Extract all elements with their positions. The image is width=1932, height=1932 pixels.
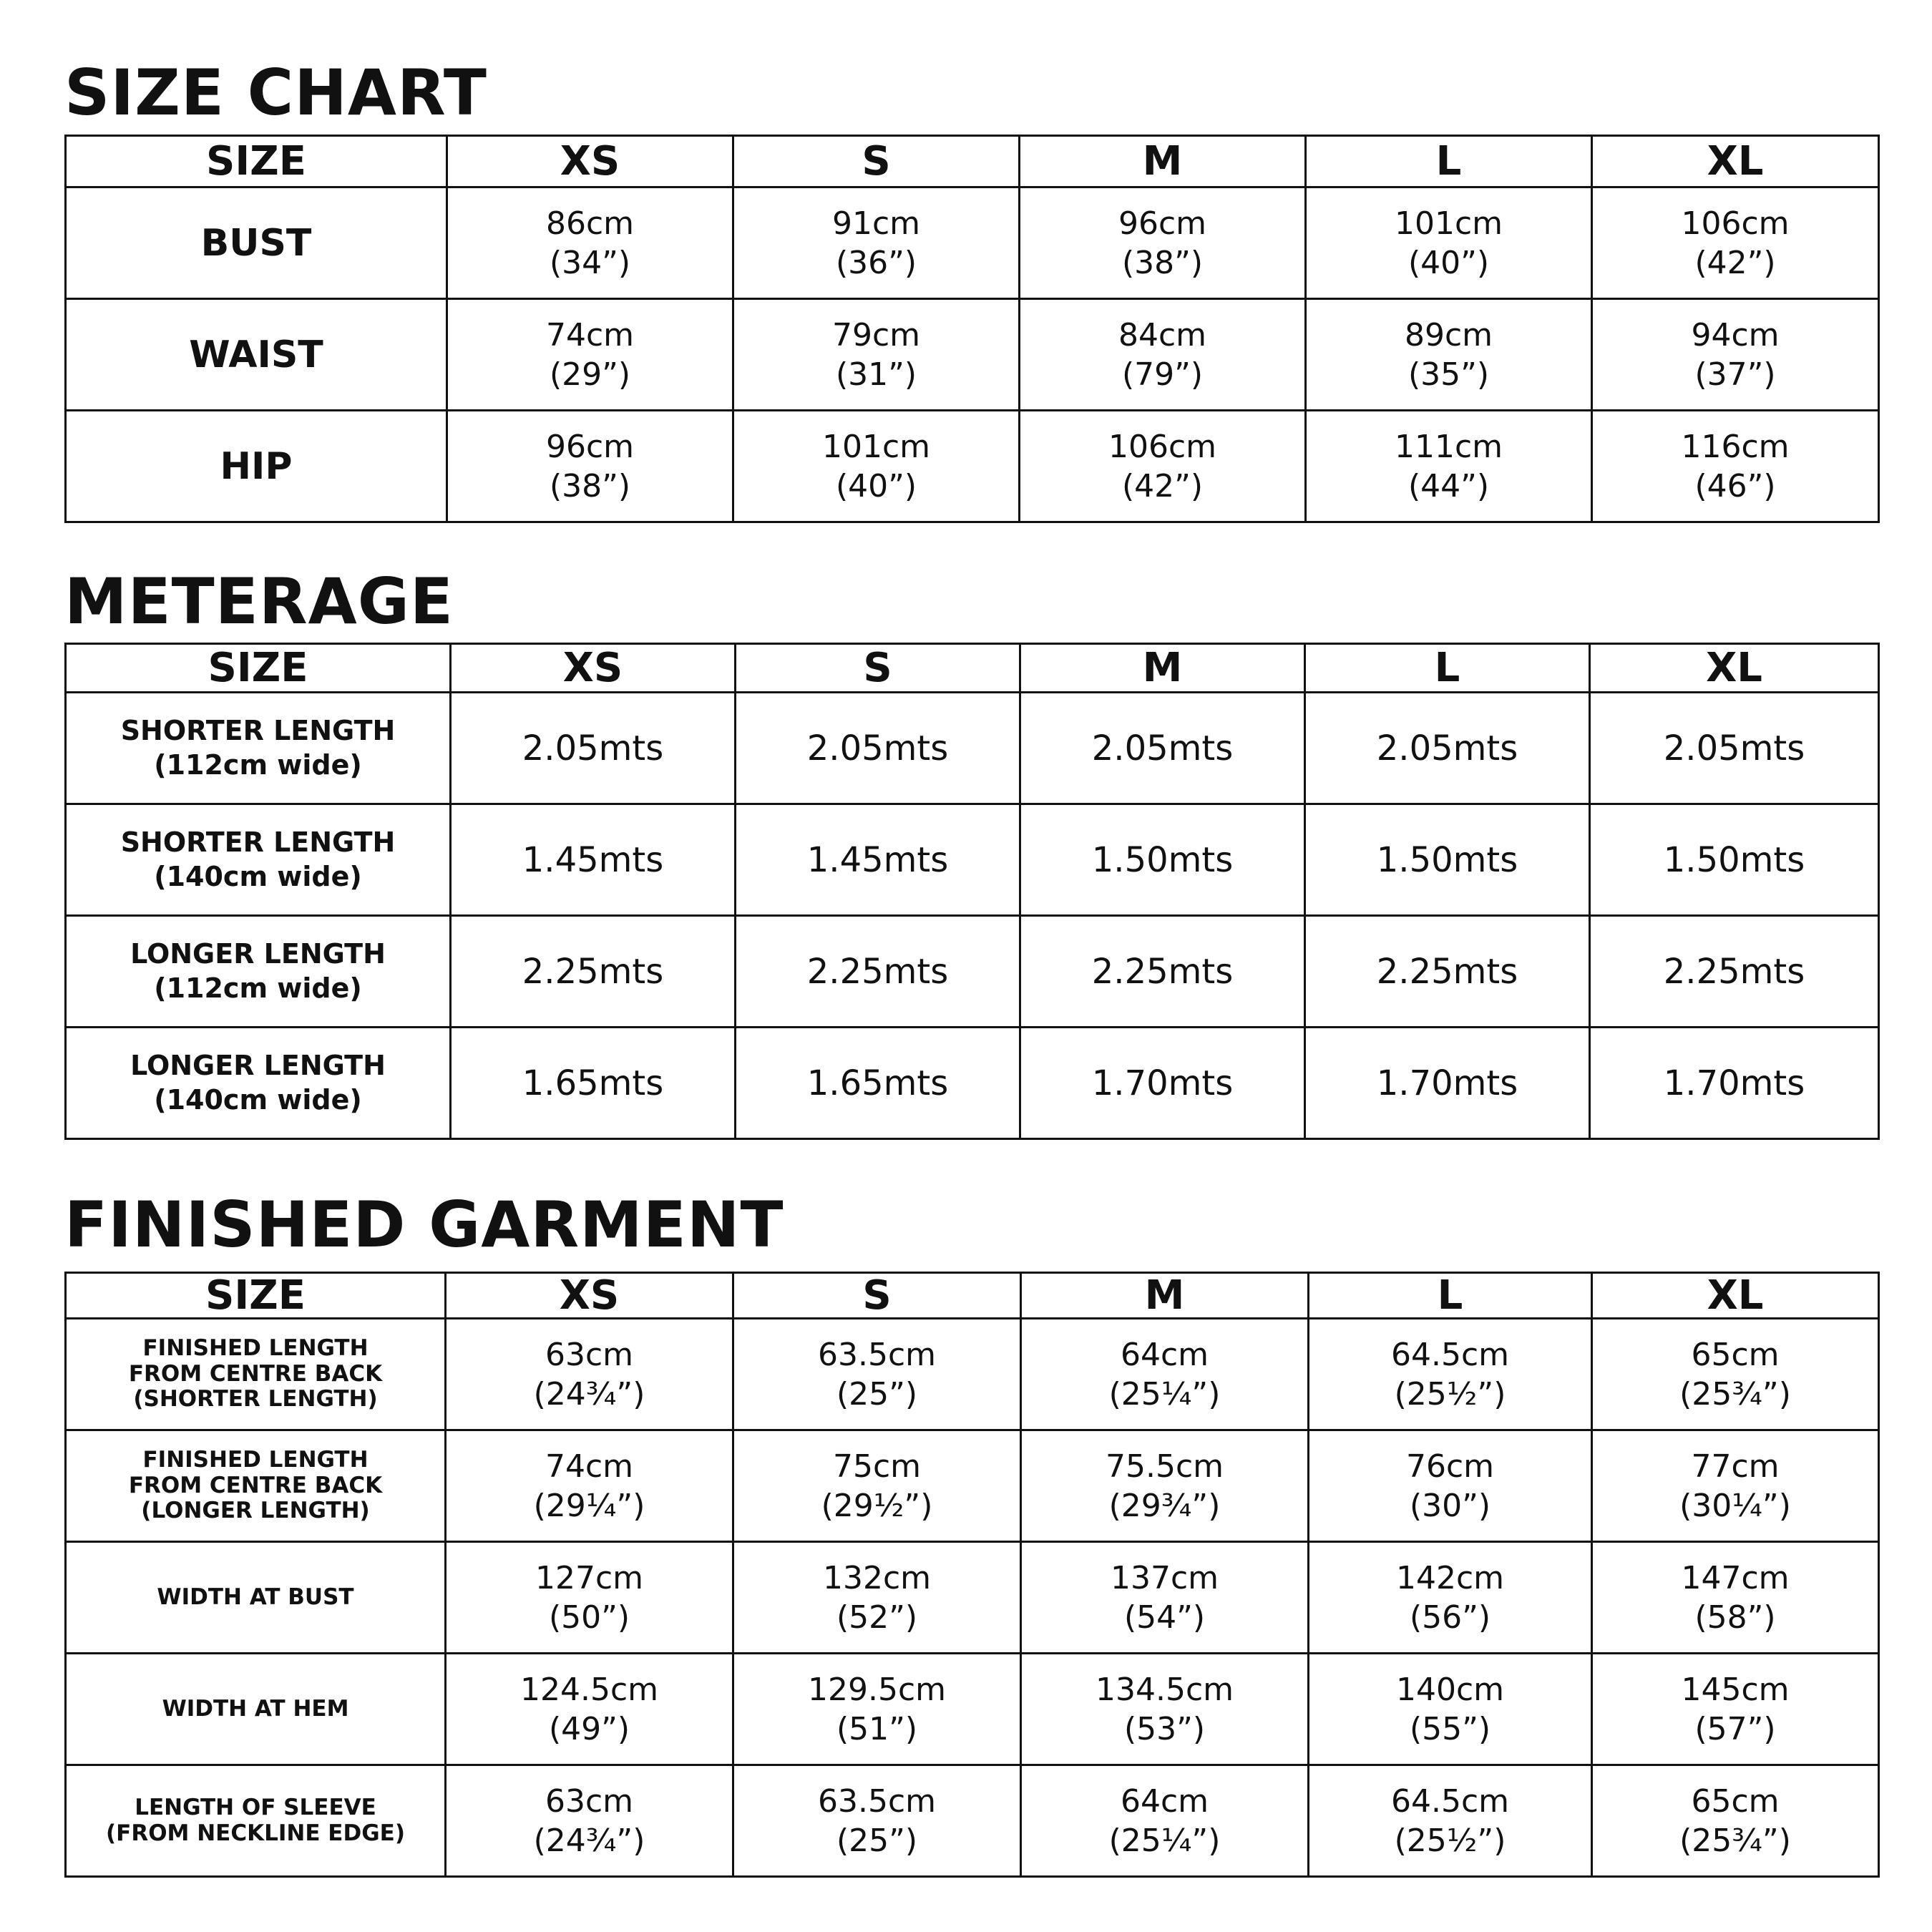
measurement-inches: (25¼”) bbox=[1108, 1375, 1221, 1413]
size-column-header-l: L bbox=[1309, 1273, 1592, 1319]
measurement-cell bbox=[446, 1430, 733, 1542]
measurement-inches: (29”) bbox=[549, 356, 631, 393]
measurement-inches: (30”) bbox=[1409, 1487, 1491, 1524]
measurement-cell bbox=[733, 1765, 1021, 1877]
measurement-value: 74cm bbox=[545, 316, 635, 353]
measurement-value: 2.05mts bbox=[1663, 728, 1805, 769]
measurement-cell bbox=[1021, 1765, 1309, 1877]
measurement-inches: (54”) bbox=[1123, 1599, 1206, 1636]
meterage-table bbox=[64, 643, 1880, 1140]
table-row bbox=[66, 411, 1879, 522]
measurement-cell bbox=[1592, 1765, 1879, 1877]
measurement-value: 1.50mts bbox=[1663, 839, 1805, 880]
row-label bbox=[66, 1430, 446, 1542]
measurement-cell bbox=[1306, 187, 1592, 299]
size-column-header-xl: XL bbox=[1590, 644, 1879, 693]
measurement-value: 86cm bbox=[545, 205, 635, 242]
measurement-value: 2.05mts bbox=[806, 728, 949, 769]
measurement-value: 76cm bbox=[1405, 1448, 1495, 1485]
row-label bbox=[66, 1542, 446, 1654]
measurement-value: 1.70mts bbox=[1376, 1063, 1518, 1103]
measurement-inches: (34”) bbox=[549, 244, 631, 281]
measurement-value: 84cm bbox=[1118, 316, 1207, 353]
header-row bbox=[66, 644, 1879, 693]
size-chart-title: SIZE CHART bbox=[64, 56, 487, 130]
size-column-header-s: S bbox=[733, 136, 1020, 187]
measurement-value: 2.25mts bbox=[1091, 951, 1234, 992]
measurement-inches: (50”) bbox=[548, 1599, 630, 1636]
table-row bbox=[66, 693, 1879, 804]
measurement-value: 132cm bbox=[822, 1559, 932, 1596]
measurement-value: 2.05mts bbox=[522, 728, 664, 769]
size-column-header-xs: XS bbox=[447, 136, 733, 187]
measurement-cell bbox=[1021, 1654, 1309, 1765]
measurement-inches: (25¾”) bbox=[1679, 1375, 1791, 1413]
row-label-line: SHORTER LENGTH bbox=[120, 715, 396, 746]
measurement-inches: (38”) bbox=[1121, 244, 1204, 281]
row-label bbox=[66, 1765, 446, 1877]
measurement-cell bbox=[1592, 1654, 1879, 1765]
measurement-cell bbox=[1592, 1319, 1879, 1430]
measurement-inches: (53”) bbox=[1123, 1710, 1206, 1747]
measurement-cell bbox=[1592, 1542, 1879, 1654]
measurement-value: 106cm bbox=[1108, 428, 1217, 465]
measurement-value: 96cm bbox=[545, 428, 635, 465]
measurement-inches: (25”) bbox=[836, 1822, 918, 1859]
measurement-cell bbox=[446, 1765, 733, 1877]
measurement-value: 63.5cm bbox=[817, 1782, 937, 1820]
measurement-value: 116cm bbox=[1681, 428, 1790, 465]
measurement-value: 140cm bbox=[1395, 1671, 1505, 1708]
meterage-title: METERAGE bbox=[64, 565, 454, 638]
measurement-cell bbox=[1306, 299, 1592, 411]
measurement-cell bbox=[1305, 804, 1590, 916]
measurement-value: 134.5cm bbox=[1095, 1671, 1234, 1708]
row-label-line: FINISHED LENGTH bbox=[142, 1335, 369, 1362]
header-row bbox=[66, 136, 1879, 187]
measurement-inches: (57”) bbox=[1694, 1710, 1776, 1747]
row-label-line: (FROM NECKLINE EDGE) bbox=[105, 1820, 405, 1846]
size-column-header-xl: XL bbox=[1592, 1273, 1879, 1319]
table-row bbox=[66, 916, 1879, 1028]
row-label-line: HIP bbox=[220, 444, 293, 488]
measurement-value: 1.45mts bbox=[806, 839, 949, 880]
measurement-value: 101cm bbox=[821, 428, 931, 465]
measurement-inches: (49”) bbox=[548, 1710, 630, 1747]
measurement-cell bbox=[1021, 1319, 1309, 1430]
size-column-header-m: M bbox=[1020, 644, 1305, 693]
measurement-value: 91cm bbox=[831, 205, 921, 242]
size-header-cell: SIZE bbox=[66, 1273, 446, 1319]
measurement-cell bbox=[1309, 1542, 1592, 1654]
measurement-cell bbox=[1590, 1028, 1879, 1139]
measurement-inches: (37”) bbox=[1694, 356, 1776, 393]
size-column-header-s: S bbox=[736, 644, 1020, 693]
measurement-inches: (30¼”) bbox=[1679, 1487, 1791, 1524]
measurement-value: 79cm bbox=[831, 316, 921, 353]
measurement-cell bbox=[736, 693, 1020, 804]
measurement-cell bbox=[1020, 299, 1306, 411]
row-label-line: FINISHED LENGTH bbox=[142, 1447, 369, 1473]
row-label bbox=[66, 1028, 451, 1139]
measurement-inches: (40”) bbox=[1407, 244, 1490, 281]
measurement-inches: (38”) bbox=[549, 467, 631, 504]
measurement-cell bbox=[447, 411, 733, 522]
row-label-line: SHORTER LENGTH bbox=[120, 826, 396, 858]
size-chart-table bbox=[64, 135, 1880, 523]
measurement-cell bbox=[1020, 1028, 1305, 1139]
measurement-cell bbox=[446, 1542, 733, 1654]
measurement-value: 63cm bbox=[545, 1336, 634, 1373]
measurement-cell bbox=[447, 187, 733, 299]
measurement-inches: (46”) bbox=[1694, 467, 1776, 504]
row-label bbox=[66, 299, 447, 411]
measurement-value: 1.65mts bbox=[806, 1063, 949, 1103]
measurement-cell bbox=[1309, 1765, 1592, 1877]
size-header-cell: SIZE bbox=[66, 136, 447, 187]
measurement-cell bbox=[447, 299, 733, 411]
size-column-header-m: M bbox=[1021, 1273, 1309, 1319]
measurement-value: 2.25mts bbox=[1376, 951, 1518, 992]
row-label-line: WAIST bbox=[189, 333, 323, 376]
measurement-value: 1.70mts bbox=[1091, 1063, 1234, 1103]
row-label-line: LONGER LENGTH bbox=[130, 1050, 386, 1081]
measurement-inches: (42”) bbox=[1694, 244, 1776, 281]
measurement-cell bbox=[1305, 916, 1590, 1028]
size-column-header-l: L bbox=[1305, 644, 1590, 693]
table-row bbox=[66, 1542, 1879, 1654]
measurement-value: 1.70mts bbox=[1663, 1063, 1805, 1103]
size-column-header-l: L bbox=[1306, 136, 1592, 187]
measurement-inches: (29¼”) bbox=[533, 1487, 645, 1524]
row-label-line: (LONGER LENGTH) bbox=[141, 1498, 370, 1524]
row-label-line: (112cm wide) bbox=[154, 748, 362, 781]
measurement-cell bbox=[451, 1028, 736, 1139]
measurement-cell bbox=[733, 1542, 1021, 1654]
row-label-line: WIDTH AT BUST bbox=[157, 1584, 354, 1610]
size-header-cell: SIZE bbox=[66, 644, 451, 693]
row-label-line: LENGTH OF SLEEVE bbox=[135, 1794, 376, 1820]
measurement-value: 1.65mts bbox=[522, 1063, 664, 1103]
measurement-value: 65cm bbox=[1691, 1782, 1780, 1820]
measurement-cell bbox=[1592, 411, 1879, 522]
measurement-inches: (25¾”) bbox=[1679, 1822, 1791, 1859]
measurement-value: 137cm bbox=[1110, 1559, 1219, 1596]
measurement-value: 94cm bbox=[1691, 316, 1780, 353]
row-label-line: BUST bbox=[200, 221, 312, 265]
measurement-inches: (35”) bbox=[1407, 356, 1490, 393]
measurement-cell bbox=[733, 1319, 1021, 1430]
measurement-inches: (56”) bbox=[1409, 1599, 1491, 1636]
measurement-inches: (51”) bbox=[836, 1710, 918, 1747]
measurement-value: 111cm bbox=[1394, 428, 1503, 465]
size-column-header-xs: XS bbox=[446, 1273, 733, 1319]
size-column-header-m: M bbox=[1020, 136, 1306, 187]
measurement-value: 101cm bbox=[1394, 205, 1503, 242]
measurement-inches: (79”) bbox=[1121, 356, 1204, 393]
measurement-cell bbox=[733, 1654, 1021, 1765]
measurement-inches: (31”) bbox=[835, 356, 917, 393]
measurement-inches: (44”) bbox=[1407, 467, 1490, 504]
table-row bbox=[66, 299, 1879, 411]
measurement-cell bbox=[1590, 693, 1879, 804]
measurement-value: 75.5cm bbox=[1105, 1448, 1224, 1485]
row-label-line: LONGER LENGTH bbox=[130, 938, 386, 970]
finished-garment-title: FINISHED GARMENT bbox=[64, 1188, 784, 1262]
measurement-value: 147cm bbox=[1681, 1559, 1790, 1596]
measurement-cell bbox=[1590, 916, 1879, 1028]
measurement-value: 63.5cm bbox=[817, 1336, 937, 1373]
measurement-inches: (52”) bbox=[836, 1599, 918, 1636]
measurement-inches: (24¾”) bbox=[533, 1375, 645, 1413]
row-label-line: (112cm wide) bbox=[154, 972, 362, 1004]
table-row bbox=[66, 1430, 1879, 1542]
measurement-inches: (25½”) bbox=[1394, 1822, 1506, 1859]
table-row bbox=[66, 1319, 1879, 1430]
row-label-line: (140cm wide) bbox=[154, 1083, 362, 1116]
measurement-inches: (29¾”) bbox=[1108, 1487, 1221, 1524]
measurement-cell bbox=[451, 804, 736, 916]
measurement-value: 127cm bbox=[535, 1559, 644, 1596]
measurement-value: 64.5cm bbox=[1390, 1336, 1510, 1373]
measurement-cell bbox=[446, 1654, 733, 1765]
measurement-inches: (25½”) bbox=[1394, 1375, 1506, 1413]
measurement-value: 64.5cm bbox=[1390, 1782, 1510, 1820]
measurement-value: 2.25mts bbox=[522, 951, 664, 992]
measurement-cell bbox=[1020, 693, 1305, 804]
measurement-cell bbox=[1305, 693, 1590, 804]
measurement-cell bbox=[451, 693, 736, 804]
measurement-cell bbox=[1592, 1430, 1879, 1542]
measurement-inches: (40”) bbox=[835, 467, 917, 504]
measurement-value: 1.50mts bbox=[1091, 839, 1234, 880]
measurement-inches: (25¼”) bbox=[1108, 1822, 1221, 1859]
measurement-inches: (42”) bbox=[1121, 467, 1204, 504]
measurement-cell bbox=[733, 411, 1020, 522]
measurement-cell bbox=[736, 804, 1020, 916]
measurement-inches: (58”) bbox=[1694, 1599, 1776, 1636]
measurement-value: 2.25mts bbox=[1663, 951, 1805, 992]
row-label-line: (140cm wide) bbox=[154, 860, 362, 892]
table-row bbox=[66, 1028, 1879, 1139]
measurement-value: 89cm bbox=[1404, 316, 1493, 353]
measurement-cell bbox=[1592, 187, 1879, 299]
measurement-value: 1.45mts bbox=[522, 839, 664, 880]
measurement-value: 2.25mts bbox=[806, 951, 949, 992]
row-label-line: WIDTH AT HEM bbox=[162, 1695, 349, 1722]
measurement-inches: (25”) bbox=[836, 1375, 918, 1413]
table-row bbox=[66, 1654, 1879, 1765]
measurement-cell bbox=[733, 1430, 1021, 1542]
measurement-value: 64cm bbox=[1120, 1782, 1209, 1820]
measurement-cell bbox=[1305, 1028, 1590, 1139]
measurement-cell bbox=[1306, 411, 1592, 522]
measurement-cell bbox=[1309, 1430, 1592, 1542]
row-label bbox=[66, 1319, 446, 1430]
measurement-cell bbox=[1020, 411, 1306, 522]
row-label-line: FROM CENTRE BACK bbox=[128, 1360, 383, 1387]
table-row bbox=[66, 804, 1879, 916]
size-column-header-xs: XS bbox=[451, 644, 736, 693]
measurement-inches: (29½”) bbox=[821, 1487, 933, 1524]
measurement-cell bbox=[1020, 804, 1305, 916]
row-label-line: (SHORTER LENGTH) bbox=[133, 1386, 378, 1413]
measurement-value: 64cm bbox=[1120, 1336, 1209, 1373]
size-column-header-s: S bbox=[733, 1273, 1021, 1319]
measurement-value: 1.50mts bbox=[1376, 839, 1518, 880]
measurement-inches: (24¾”) bbox=[533, 1822, 645, 1859]
table-row bbox=[66, 187, 1879, 299]
table-row bbox=[66, 1765, 1879, 1877]
measurement-value: 63cm bbox=[545, 1782, 634, 1820]
measurement-value: 124.5cm bbox=[519, 1671, 658, 1708]
row-label bbox=[66, 1654, 446, 1765]
measurement-value: 2.05mts bbox=[1376, 728, 1518, 769]
measurement-cell bbox=[1592, 299, 1879, 411]
measurement-cell bbox=[1021, 1542, 1309, 1654]
measurement-value: 96cm bbox=[1118, 205, 1207, 242]
row-label bbox=[66, 804, 451, 916]
row-label bbox=[66, 916, 451, 1028]
row-label bbox=[66, 411, 447, 522]
header-row bbox=[66, 1273, 1879, 1319]
measurement-value: 75cm bbox=[832, 1448, 922, 1485]
measurement-cell bbox=[736, 916, 1020, 1028]
measurement-value: 142cm bbox=[1395, 1559, 1505, 1596]
measurement-value: 65cm bbox=[1691, 1336, 1780, 1373]
measurement-cell bbox=[736, 1028, 1020, 1139]
measurement-cell bbox=[1590, 804, 1879, 916]
measurement-value: 106cm bbox=[1681, 205, 1790, 242]
measurement-cell bbox=[1020, 916, 1305, 1028]
row-label-line: FROM CENTRE BACK bbox=[128, 1472, 383, 1498]
measurement-value: 77cm bbox=[1691, 1448, 1780, 1485]
measurement-cell bbox=[1020, 187, 1306, 299]
measurement-value: 129.5cm bbox=[807, 1671, 946, 1708]
measurement-value: 2.05mts bbox=[1091, 728, 1234, 769]
measurement-cell bbox=[451, 916, 736, 1028]
finished-garment-table bbox=[64, 1272, 1880, 1878]
measurement-inches: (36”) bbox=[835, 244, 917, 281]
measurement-cell bbox=[1309, 1319, 1592, 1430]
measurement-cell bbox=[446, 1319, 733, 1430]
measurement-value: 145cm bbox=[1681, 1671, 1790, 1708]
measurement-cell bbox=[1021, 1430, 1309, 1542]
measurement-cell bbox=[1309, 1654, 1592, 1765]
size-column-header-xl: XL bbox=[1592, 136, 1879, 187]
row-label bbox=[66, 187, 447, 299]
measurement-inches: (55”) bbox=[1409, 1710, 1491, 1747]
row-label bbox=[66, 693, 451, 804]
measurement-value: 74cm bbox=[545, 1448, 634, 1485]
measurement-cell bbox=[733, 299, 1020, 411]
measurement-cell bbox=[733, 187, 1020, 299]
